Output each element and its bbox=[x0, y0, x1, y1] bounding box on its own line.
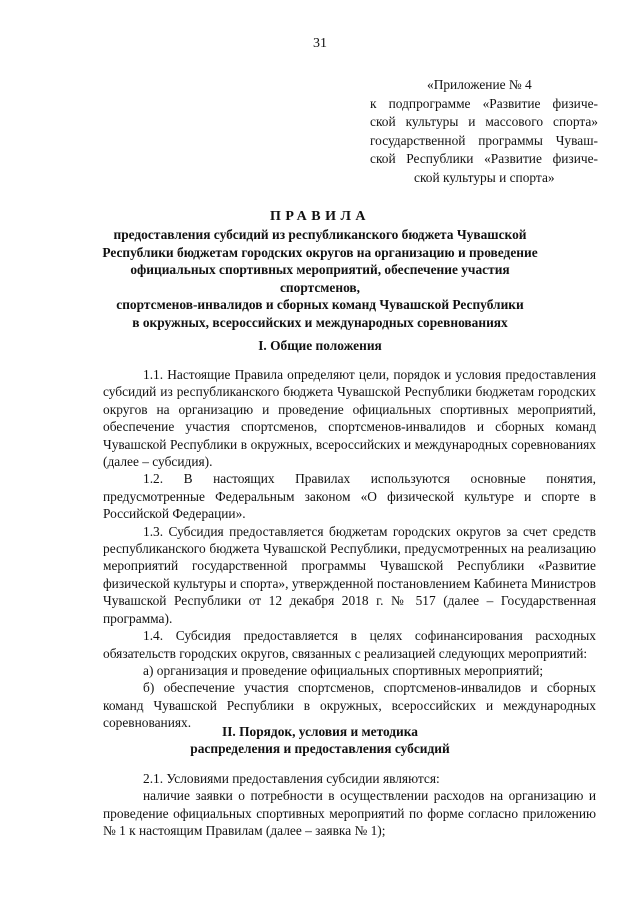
appendix-line: ской культуры и спорта» bbox=[414, 169, 555, 185]
paragraph-1-3: 1.3. Субсидия предоставляется бюджетам городских округов за счет средств республиканского бюджета Чувашской Республики, предусмотренных на реализацию мероприятий государственной программы Чувашской Республики «Развитие физической культуры и спорта», утвержденной постановлением Кабинета Министров Чувашской Республики от 12 декабря 2018 г. № 517 (далее – Государственная программа). bbox=[103, 523, 596, 626]
subtitle-line: официальных спортивных мероприятий, обеспечение участия спортсменов, bbox=[130, 262, 510, 295]
paragraph-1-4: 1.4. Субсидия предоставляется в целях софинансирования расходных обязательств городских округов, связанных с реализацией следующих мероприятий: bbox=[103, 628, 596, 661]
subtitle-line: предоставления субсидий из республиканского бюджета Чувашской bbox=[113, 227, 527, 242]
list-item-b: б) обеспечение участия спортсменов, спортсменов-инвалидов и сборных команд Чувашской Республики в окружных, всероссийских и международных соревнованиях. bbox=[103, 680, 596, 731]
section-1-heading: I. Общие положения bbox=[258, 338, 382, 353]
subtitle-line: спортсменов-инвалидов и сборных команд Чувашской Республики bbox=[116, 297, 524, 313]
list-item-a: а) организация и проведение официальных спортивных мероприятий; bbox=[143, 662, 544, 678]
document-subtitle bbox=[100, 226, 540, 332]
page-number: 31 bbox=[313, 36, 327, 51]
appendix-line: государственной программы Чуваш- bbox=[370, 132, 598, 148]
paragraph-2-1-condition: наличие заявки о потребности в осуществлении расходов на организацию и проведение официальных спортивных мероприятий по форме согласно приложению № 1 к настоящим Правилам (далее – заявка № 1); bbox=[103, 788, 596, 839]
section-2-heading bbox=[0, 723, 640, 757]
section-2-heading-line: II. Порядок, условия и методика bbox=[222, 724, 418, 739]
subtitle-line: Республики бюджетам городских округов на организацию и проведение bbox=[102, 244, 538, 260]
paragraph-2-1: 2.1. Условиями предоставления субсидии являются: bbox=[143, 771, 440, 786]
section-1-body bbox=[103, 366, 596, 732]
appendix-line: к подпрограмме «Развитие физиче- bbox=[370, 95, 598, 111]
section-2-body bbox=[103, 770, 596, 840]
section-2-heading-line: распределения и предоставления субсидий bbox=[190, 741, 450, 756]
appendix-line: ской культуры и массового спорта» bbox=[370, 114, 598, 130]
appendix-reference bbox=[370, 76, 598, 188]
subtitle-line: в окружных, всероссийских и международных соревнованиях bbox=[132, 314, 508, 330]
appendix-line: ской Республики «Развитие физиче- bbox=[370, 151, 598, 167]
paragraph-1-2: 1.2. В настоящих Правилах используются основные понятия, предусмотренные Федеральным законом «О физической культуре и спорте в Российской Федерации». bbox=[103, 471, 596, 522]
paragraph-1-1: 1.1. Настоящие Правила определяют цели, порядок и условия предоставления субсидий из республиканского бюджета Чувашской Республики бюджетам городских округов на организацию и проведение официальных спортивных мероприятий, обеспечение участия спортсменов, спортсменов-инвалидов и сборных команд Чувашской Республики в окружных, всероссийских и международных соревнованиях (далее – субсидия). bbox=[103, 367, 596, 470]
appendix-line: «Приложение № 4 bbox=[427, 77, 532, 92]
document-title: ПРАВИЛА bbox=[269, 209, 371, 224]
